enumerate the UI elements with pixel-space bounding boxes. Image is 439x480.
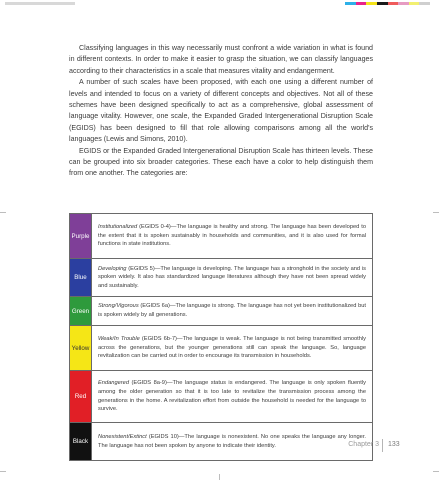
category-row-yellow (70, 326, 373, 371)
chapter-label: Chapter 3 (348, 441, 379, 448)
category-term: Strong/Vigorous (98, 303, 139, 310)
print-color-patch (419, 2, 430, 5)
paragraph: A number of such scales have been proposed, with each one using a different number of levels and intended to focus on a variety of different concepts and objectives. Not all of these schemes have been designed specifically to act as a comprehensive, global assessment of language vitality. However, one scale, the Expanded Graded Intergenerational Disruption Scale (EGIDS) has been designed to fill that role allowing comparisons among all the world's languages (Lewis and Simons, 2010). (69, 78, 373, 143)
category-term: Institutionalized (98, 224, 138, 231)
page-number: 133 (388, 441, 400, 448)
category-term: Weak/In Trouble (98, 336, 140, 343)
category-term: Nonexistent/Extinct (98, 433, 147, 440)
page-footer (0, 439, 439, 453)
category-detail: (EGIDS 0-4)—The language is healthy and strong. The language has been developed to the extent that it is spoken sustainably in households and communities, and it is also used for formal functions in state institutions. (98, 224, 366, 248)
crop-mark (433, 471, 439, 472)
print-color-patch (356, 2, 367, 5)
category-detail: (EGIDS 6a)—The language is strong. The language has not yet been institutionalized but is spoken widely by all generations. (98, 303, 366, 318)
crop-mark (219, 474, 220, 480)
print-color-patch (409, 2, 420, 5)
category-detail: (EGIDS 5)—The language is developing. The language has a stronghold in the society and is spoken widely. It also has standardized language literatures although they have not been spread widely and sustainably. (98, 265, 366, 289)
print-gray-strip (5, 2, 75, 5)
category-detail: (EGIDS 10)—The language is nonexistent. No one speaks the language any longer. The language has not been spoken by anyone to indicate their identity. (98, 433, 366, 449)
category-description (92, 326, 373, 371)
category-description (92, 297, 373, 326)
category-detail: (EGIDS 6b-7)—The language is weak. The language is not being transmitted smoothly across the generations, but the younger generations still can speak the language. So, language revitalization can be carried out in order to encourage its transmission in households. (98, 336, 366, 360)
color-swatch: Green (70, 297, 92, 326)
category-description (92, 214, 373, 259)
crop-mark (433, 212, 439, 213)
color-swatch: Yellow (70, 326, 92, 371)
color-swatch: Red (70, 371, 92, 423)
print-color-patch (366, 2, 377, 5)
paragraph: EGIDS or the Expanded Graded Intergenerational Disruption Scale has thirteen levels. These can be grouped into six broader categories. These each have a color to help distinguish them from one another. The categories are: (69, 146, 373, 178)
crop-mark (0, 212, 6, 213)
category-detail: (EGIDS 8a-9)—The language status is endangered. The language is only spoken fluently among the older generation so that it is too late to revitalize the transmission process among the generations in the home. A revitalization effort from outside the household is needed for the language to survive. (98, 380, 366, 413)
category-description (92, 259, 373, 297)
footer-divider (382, 439, 383, 452)
category-row-green (70, 297, 373, 326)
egids-category-table (69, 213, 373, 461)
category-row-purple (70, 214, 373, 259)
color-swatch: Purple (70, 214, 92, 259)
crop-mark (0, 471, 6, 472)
print-color-bar (345, 2, 430, 5)
print-color-patch (388, 2, 399, 5)
body-text (69, 43, 373, 180)
paragraph: Classifying languages in this way necessarily must confront a wide variation in what is found in different contexts. In order to make it easier to grasp the situation, we can classify languages according to their characteristics in a scale that measures vitality and endangerment. (69, 44, 373, 75)
category-term: Endangered (98, 380, 129, 387)
category-row-red (70, 371, 373, 423)
category-row-blue (70, 259, 373, 297)
print-color-patch (398, 2, 409, 5)
category-description (92, 371, 373, 423)
color-swatch: Blue (70, 259, 92, 297)
print-color-patch (345, 2, 356, 5)
color-swatch: Black (70, 423, 92, 461)
print-color-patch (377, 2, 388, 5)
category-term: Developing (98, 265, 127, 272)
